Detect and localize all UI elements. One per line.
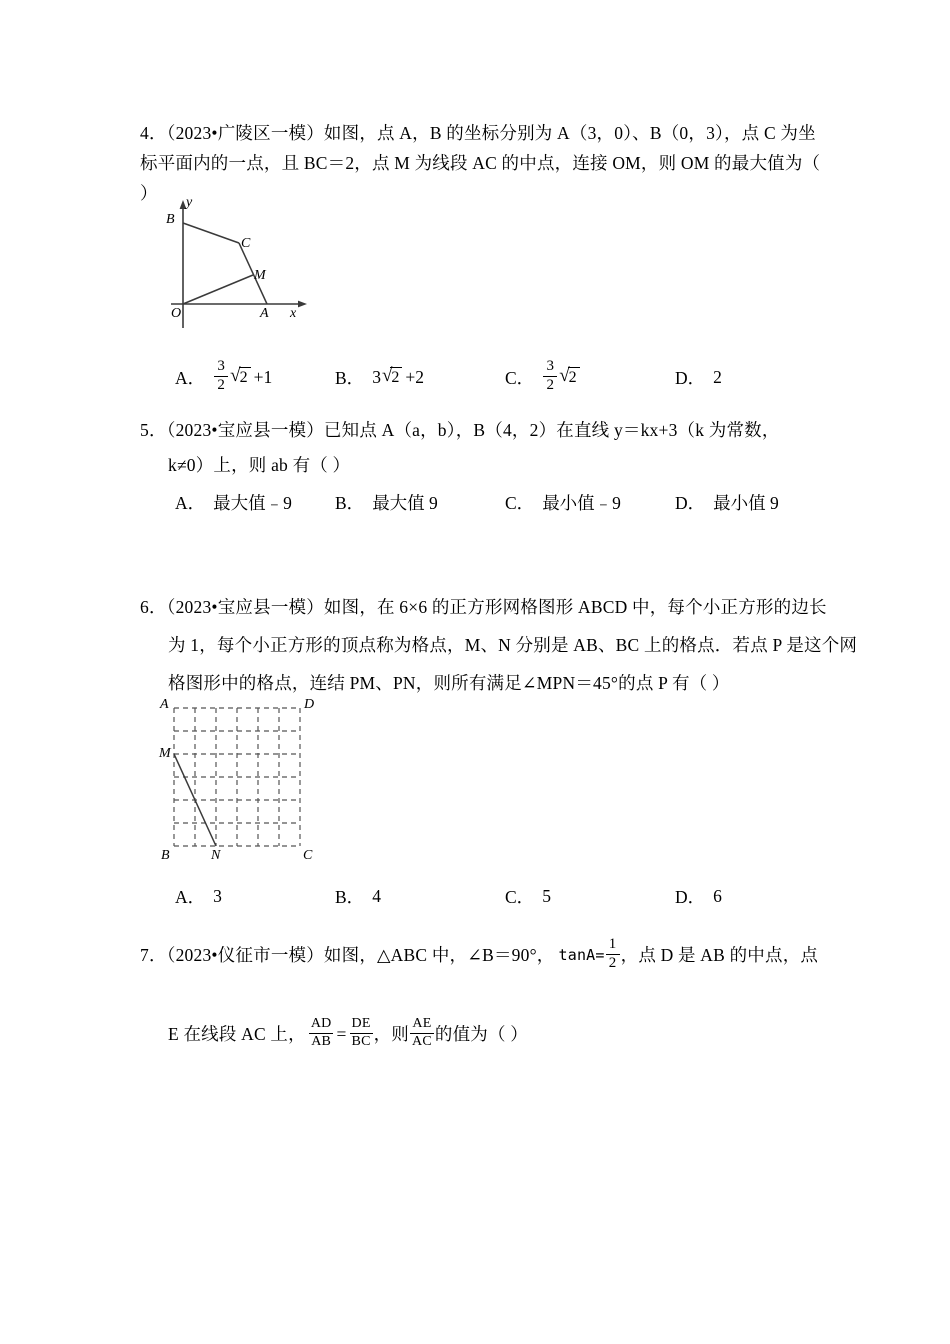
fraction-denominator: 2 xyxy=(608,954,617,971)
question-4-figure xyxy=(168,196,318,336)
option-c-label: C． xyxy=(505,493,535,513)
option-b-label: B． xyxy=(335,887,365,907)
question-7-line-2 xyxy=(140,1018,840,1050)
option-d-value: 最小值 9 xyxy=(713,493,779,513)
question-5-option-d[interactable] xyxy=(675,490,779,515)
question-6-option-a[interactable] xyxy=(175,884,335,909)
option-b-value: 最大值 9 xyxy=(372,493,438,513)
grid-label-N: N xyxy=(211,848,221,863)
radical-sign: √ xyxy=(559,365,570,387)
question-6-line-1: 6．（2023•宝应县一模）如图，在 6×6 的正方形网格图形 ABCD 中，每个小正方形的边长 xyxy=(140,597,827,617)
question-6-line-3: 格图形中的格点，连结 PM、PN，则所有满足∠MPN＝45°的点 P 有（ ） xyxy=(168,673,730,693)
figure-label-A: A xyxy=(260,306,269,321)
radical-sign: √ xyxy=(230,365,241,387)
grid-label-M: M xyxy=(159,746,171,761)
fraction-numerator: 3 xyxy=(217,358,225,374)
fraction-numerator: DE xyxy=(351,1016,371,1031)
option-c-radical xyxy=(559,367,579,387)
radicand: 2 xyxy=(568,367,580,387)
option-c-fraction xyxy=(543,359,557,394)
option-a-label: A． xyxy=(175,887,206,907)
question-4-line-2: 标平面内的一点，且 BC＝2，点 M 为线段 AC 的中点，连接 OM，则 OM 的最大值为（ xyxy=(140,153,821,173)
question-7-text-e: 的值为（ ） xyxy=(434,1024,528,1045)
question-5-line-1: 5．（2023•宝应县一模）已知点 A（a，b），B（4，2）在直线 y＝kx+3（k 为常数， xyxy=(140,420,780,440)
option-a-value: 3 xyxy=(213,886,222,906)
question-4-option-c[interactable] xyxy=(505,360,675,395)
question-5-options xyxy=(175,490,855,515)
question-7-text-b: ，点 D 是 AB 的中点，点 xyxy=(620,945,819,966)
question-7-line-2-block xyxy=(140,1018,840,1050)
fraction-numerator: 1 xyxy=(608,936,617,952)
radicand: 2 xyxy=(239,367,251,387)
ratio-ae-ac xyxy=(410,1017,434,1049)
option-a-label: A． xyxy=(175,367,206,388)
figure-label-B: B xyxy=(166,212,175,227)
option-d-label: D． xyxy=(675,367,706,388)
figure-label-x-axis: x xyxy=(290,306,297,321)
fraction-denominator: AB xyxy=(311,1033,332,1049)
fraction-numerator: 3 xyxy=(546,358,554,374)
question-4-line-3: ） xyxy=(140,183,158,203)
question-7-text-a: 7．（2023•仪征市一模）如图，△ABC 中，∠B＝90°， xyxy=(140,945,555,966)
fraction-denominator: AC xyxy=(412,1033,432,1049)
ratio-de-bc xyxy=(350,1017,373,1049)
grid-lines xyxy=(174,708,300,846)
grid-label-A: A xyxy=(160,697,169,712)
option-b-label: B． xyxy=(335,367,365,388)
square-grid-svg xyxy=(158,700,358,875)
question-6-stem xyxy=(140,588,858,702)
question-7-text-d: ，则 xyxy=(373,1024,410,1045)
grid-label-D: D xyxy=(304,697,315,712)
option-b-coefficient: 3 xyxy=(372,366,381,387)
question-4-line-1: 4．（2023•广陵区一模）如图，点 A，B 的坐标分别为 A（3，0）、B（0，3），点 C 为坐 xyxy=(140,123,816,143)
tan-value-fraction xyxy=(606,937,620,972)
option-c-label: C． xyxy=(505,887,535,907)
question-6-options xyxy=(175,884,855,909)
option-b-suffix: +2 xyxy=(405,366,424,387)
question-6-option-c[interactable] xyxy=(505,884,675,909)
question-4-options xyxy=(175,360,855,395)
figure-label-C: C xyxy=(241,236,251,251)
question-6-option-b[interactable] xyxy=(335,884,505,909)
option-a-value: 最大值﹣9 xyxy=(213,493,292,513)
question-7-stem xyxy=(140,938,840,973)
question-5-option-a[interactable] xyxy=(175,490,335,515)
question-6-option-d[interactable] xyxy=(675,884,722,909)
question-5-option-b[interactable] xyxy=(335,490,505,515)
segment-MN xyxy=(174,754,216,846)
ratio-ad-ab xyxy=(309,1017,334,1049)
equals-sign: = xyxy=(336,1024,347,1045)
question-4-option-a[interactable] xyxy=(175,360,335,395)
question-6-figure xyxy=(158,697,358,875)
radicand: 2 xyxy=(390,367,402,387)
question-5-stem xyxy=(140,413,840,483)
option-d-label: D． xyxy=(675,493,706,513)
figure-label-y-axis: y xyxy=(186,195,193,210)
option-c-value: 最小值﹣9 xyxy=(542,493,621,513)
option-a-fraction xyxy=(214,359,228,394)
question-4-option-b[interactable] xyxy=(335,365,505,390)
fraction-denominator: 2 xyxy=(217,376,225,393)
figure-label-M: M xyxy=(254,268,266,283)
option-a-suffix: +1 xyxy=(253,366,273,387)
option-b-value: 4 xyxy=(372,886,381,906)
option-d-value: 6 xyxy=(713,886,722,906)
question-4-option-d[interactable] xyxy=(675,365,722,390)
option-b-radical xyxy=(382,367,402,387)
fraction-numerator: AE xyxy=(412,1016,432,1031)
question-7-line-1 xyxy=(140,938,840,973)
option-d-label: D． xyxy=(675,887,706,907)
question-5-line-2: k≠0）上，则 ab 有（ ） xyxy=(168,455,351,475)
question-4-stem xyxy=(140,118,840,208)
option-c-value: 5 xyxy=(542,886,551,906)
option-a-label: A． xyxy=(175,493,206,513)
option-a-radical xyxy=(230,367,250,387)
x-axis-arrow xyxy=(298,301,307,308)
fraction-numerator: AD xyxy=(310,1016,332,1031)
figure-label-O: O xyxy=(171,306,182,321)
option-d-value: 2 xyxy=(713,366,722,387)
grid-label-C: C xyxy=(303,848,313,863)
segment-BC xyxy=(183,223,239,243)
question-7-text-c: E 在线段 AC 上， xyxy=(168,1024,306,1045)
radical-sign: √ xyxy=(381,365,393,387)
option-c-label: C． xyxy=(505,367,535,388)
segment-OM xyxy=(183,275,253,304)
tan-label: tanA= xyxy=(558,946,605,965)
question-6-line-2: 为 1，每个小正方形的顶点称为格点，M、N 分别是 AB、BC 上的格点．若点 P 是这个网 xyxy=(168,635,858,655)
fraction-denominator: BC xyxy=(351,1033,371,1049)
option-b-label: B． xyxy=(335,493,365,513)
question-5-option-c[interactable] xyxy=(505,490,675,515)
fraction-denominator: 2 xyxy=(546,376,554,393)
grid-label-B: B xyxy=(161,848,170,863)
